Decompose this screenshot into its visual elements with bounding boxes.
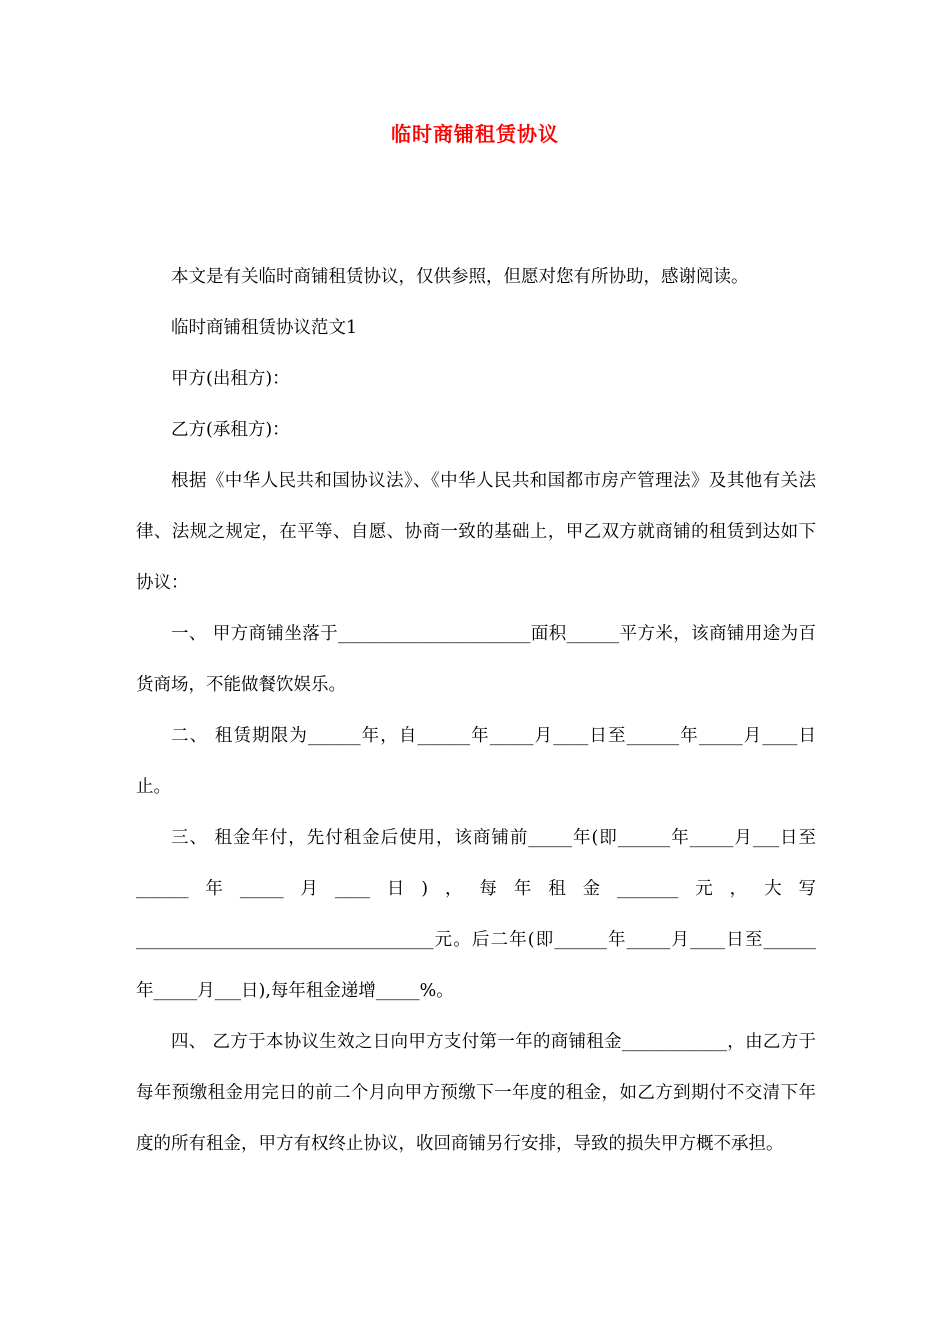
intro-paragraph: 本文是有关临时商铺租赁协议，仅供参照，但愿对您有所协助，感谢阅读。 [171, 267, 749, 287]
document-title: 临时商铺租赁协议 [391, 122, 559, 146]
clause-2: 二、 租赁期限为______年，自______年_____月____日至______年_____月____日止。 [136, 726, 816, 797]
sample-heading: 临时商铺租赁协议范文1 [171, 318, 358, 338]
document-body [136, 252, 816, 1170]
clause-4: 四、 乙方于本协议生效之日向甲方支付第一年的商铺租金____________，由乙方于每年预缴租金用完日的前二个月向甲方预缴下一年度的租金，如乙方到期付不交清下年度的所有租金，甲方有权终止协议，收回商铺另行安排，导致的损失甲方概不承担。 [136, 1032, 816, 1154]
preamble-paragraph: 根据《中华人民共和国协议法》、《中华人民共和国都市房产管理法》及其他有关法律、法规之规定，在平等、自愿、协商一致的基础上，甲乙双方就商铺的租赁到达如下协议： [136, 471, 816, 593]
party-a-line: 甲方(出租方)： [171, 369, 290, 389]
clause-1: 一、 甲方商铺坐落于______________________面积______平方米，该商铺用途为百货商场，不能做餐饮娱乐。 [136, 624, 816, 695]
party-b-line: 乙方(承租方)： [171, 420, 290, 440]
clause-3: 三、 租金年付，先付租金后使用，该商铺前_____年(即______年_____月___日至______年_____月____日)，每年租金_______元，大写__________________________________元。后二年(即______年_____月____日至______年_____月___日),每年租金递增_____%。 [136, 828, 816, 1001]
